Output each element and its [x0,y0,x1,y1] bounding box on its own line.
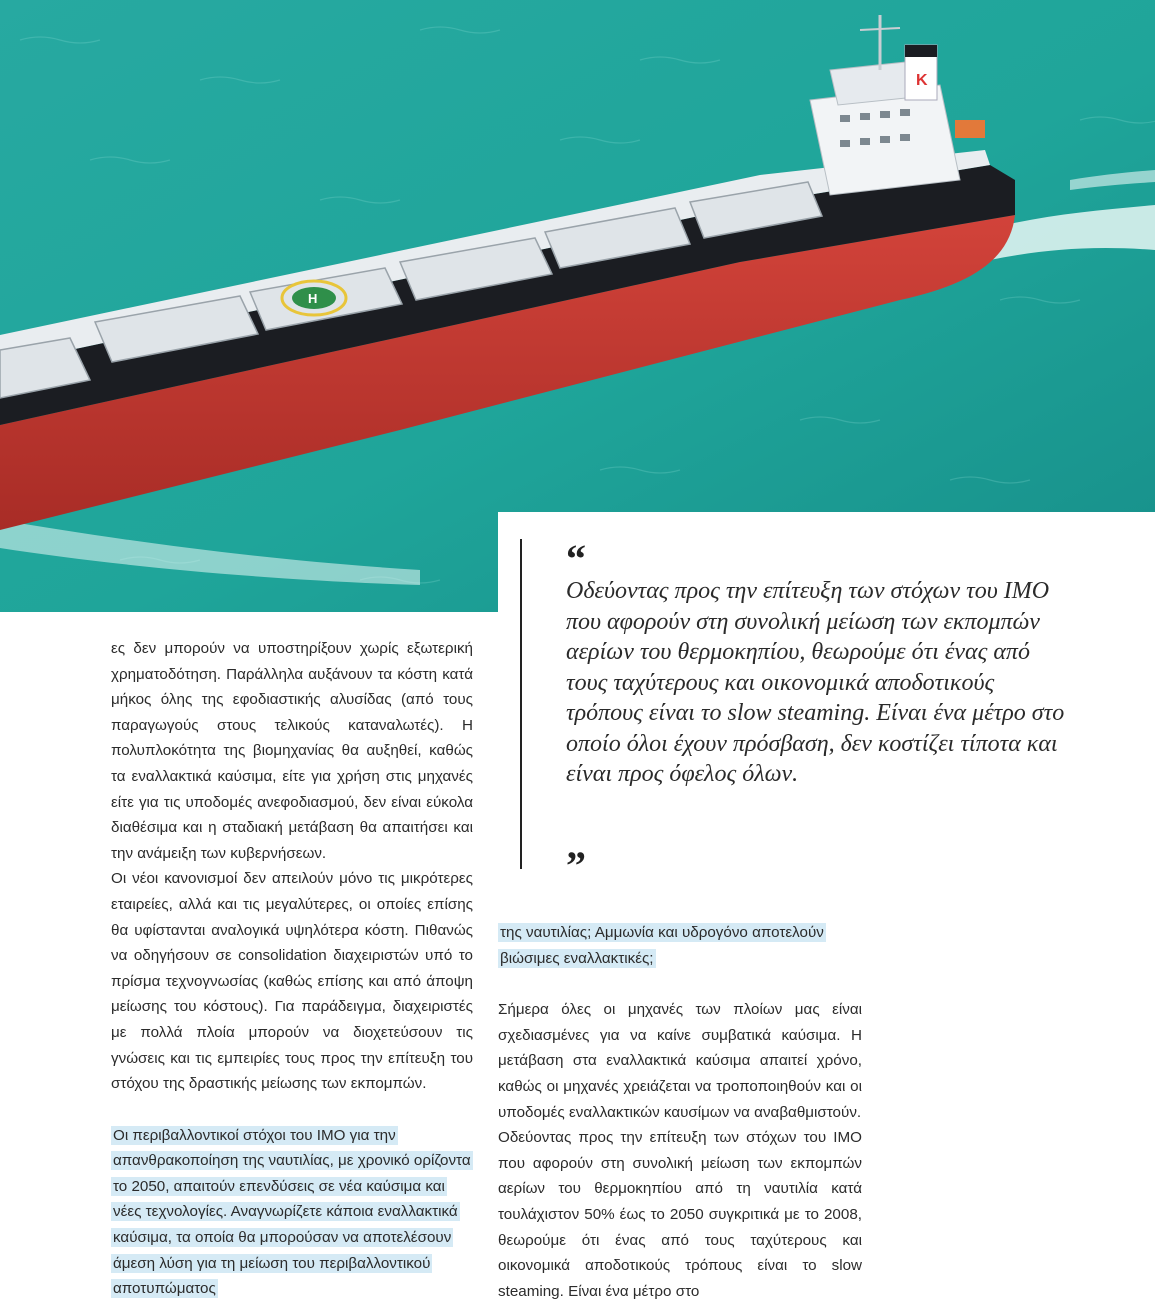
open-quote-icon: “ [566,536,586,581]
answer-paragraph: Οδεύοντας προς την επίτευξη των στόχων του IMO που αφορούν στη συνολική μείωση των εκπομπών αερίων του θερμοκηπίου από τη ναυτιλία κατά τουλάχιστον 50% έως το 2050 συγκριτικά με το 2008, θεωρούμε ότι ένας από τους ταχύτερους και οικονομικά αποδοτικούς τρόπους είναι το slow steaming. Είναι ένα μέτρο στο [498,1129,862,1300]
answer-paragraph: Σήμερα όλες οι μηχανές των πλοίων μας είναι σχεδιασμένες για να καίνε συμβατικά καύσιμα. Η μετάβαση στα εναλλακτικά καύσιμα απαιτεί χρόνο, καθώς οι μηχανές χρειάζεται να τροποποιηθούν και οι υποδομές εναλλακτικών καυσίμων να αναβαθμιστούν. [498,1001,862,1121]
left-column [111,636,473,1302]
interview-question [111,1123,473,1302]
svg-text:H: H [308,291,318,306]
question-highlight: Οι περιβαλλοντικοί στόχοι του IMO για την απανθρακοποίηση της ναυτιλίας, με χρονικό ορίζοντα το 2050, απαιτούν επενδύσεις σε νέα καύσιμα και νέες τεχνολογίες. Αναγνωρίζετε κάποια εναλλακτικά καύσιμα, τα οποία θα μπορούσαν να αποτελέσουν άμεση λύση για τη μείωση του περιβαλλοντικού αποτυπώματος [113,1126,471,1298]
body-paragraph: ες δεν μπορούν να υποστηρίξουν χωρίς εξωτερική χρηματοδότηση. Παράλληλα αυξάνουν τα κόστη κατά μήκος όλης της εφοδιαστικής αλυσίδας (από τους παραγωγούς στους τελικούς καταναλωτές). Η πολυπλοκότητα της βιομηχανίας θα αυξηθεί, καθώς τα εναλλακτικά καύσιμα, είτε για χρήση στις μηχανές είτε για τις υποδομές ανεφοδιασμού, δεν είναι εύκολα διαθέσιμα και η σταδιακή μετάβαση θα απαιτήσει και την ανάμειξη των κυβερνήσεων. [111,640,473,862]
right-column [498,920,862,1304]
close-quote-icon: ” [566,843,586,888]
pull-quote-text: Οδεύοντας προς την επίτευξη των στόχων του IMO που αφορούν στη συνολική μείωση των εκπομπών αερίων του θερμοκηπίου, θεωρούμε ότι ένας από τους ταχύτερους και οικονομικά αποδοτικούς τρόπους είναι το slow steaming. Είναι ένα μέτρο στο οποίο όλοι έχουν πρόσβαση, δεν κοστίζει τίποτα και είναι προς όφελος όλων. [566,578,1065,787]
body-paragraph: Οι νέοι κανονισμοί δεν απειλούν μόνο τις μικρότερες εταιρείες, αλλά και τις μεγαλύτερες, οι οποίες επίσης θα υφίστανται αναλογικά υψηλότερα κόστη. Πιθανώς να οδηγήσουν σε consolidation διαχειριστών υπό το πρίσμα τεχνογνωσίας (καθώς επίσης και από άποψη μείωσης του κόστους). Για παράδειγμα, διαχειριστές με πολλά πλοία μπορούν να διοχετεύσουν τις γνώσεις και τις εμπειρίες τους προς την επίτευξη του στόχου της δραστικής μείωσης των εκπομπών. [111,870,473,1093]
svg-text:K: K [916,72,928,89]
interview-question-continued [498,920,862,971]
question-highlight: της ναυτιλίας; Αμμωνία και υδρογόνο αποτελούν βιώσιμες εναλλακτικές; [500,924,824,967]
pull-quote-rule [520,539,522,869]
